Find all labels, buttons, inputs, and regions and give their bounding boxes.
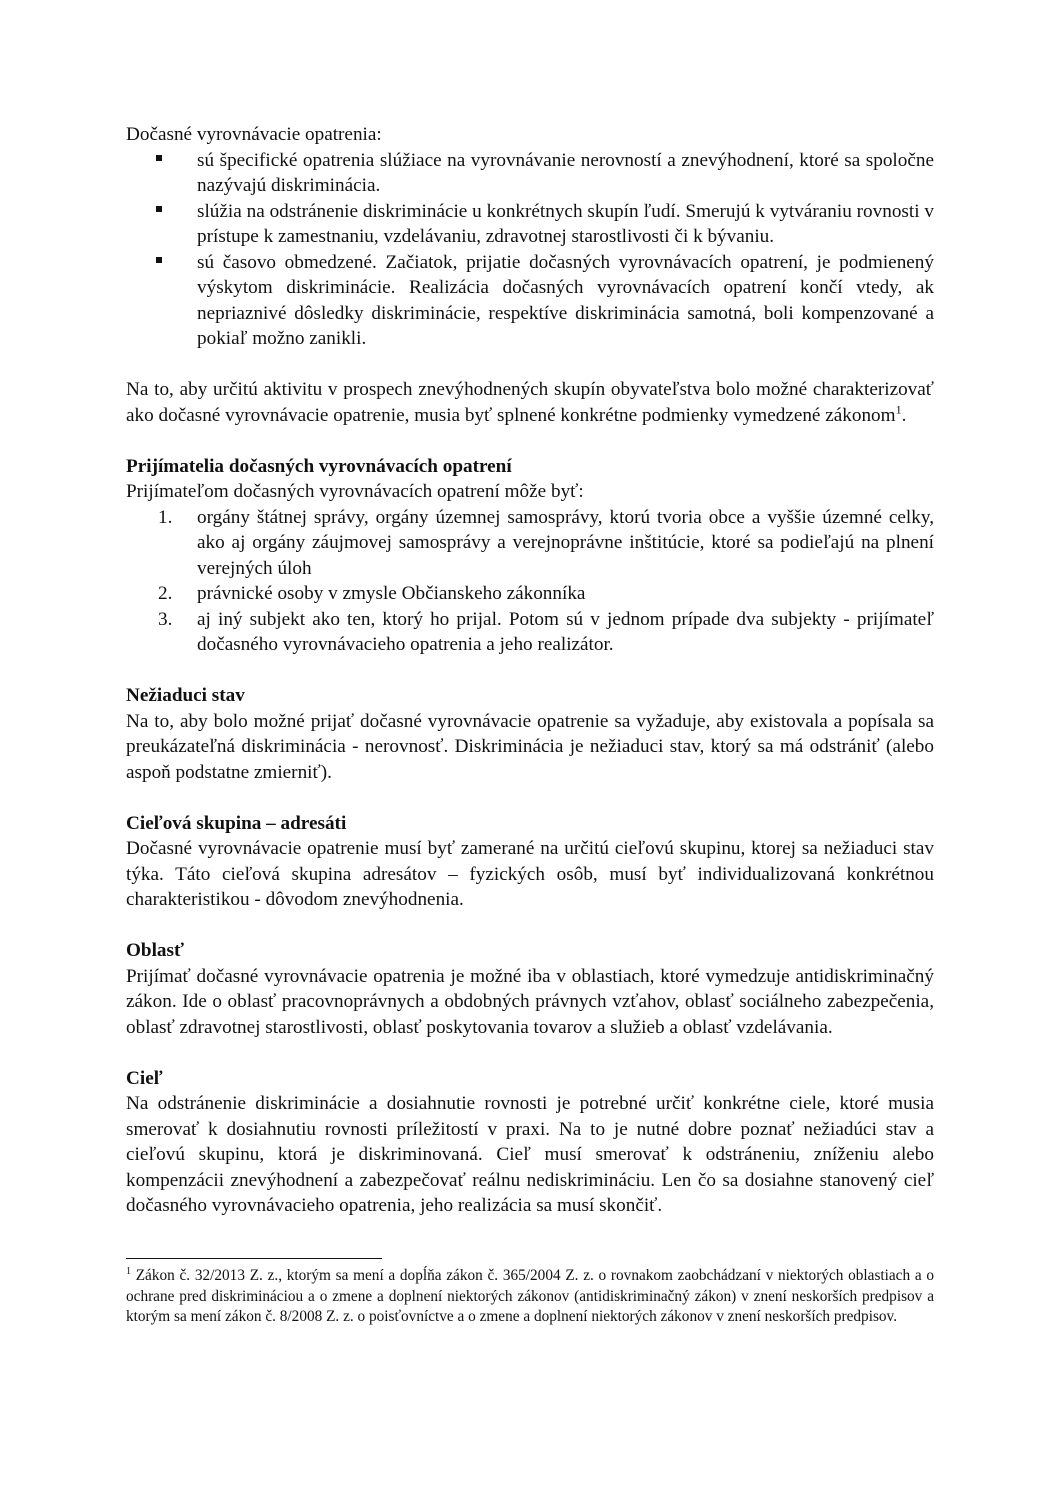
conditions-paragraph: [126, 377, 934, 428]
recipients-list: [126, 505, 934, 658]
intro-label: Dočasné vyrovnávacie opatrenia:: [126, 124, 382, 145]
footnote: [126, 1266, 934, 1328]
goal-heading: Cieľ: [126, 1067, 163, 1089]
bullet-icon: [156, 257, 162, 263]
list-item: [126, 505, 934, 582]
target-group-paragraph: Dočasné vyrovnávacie opatrenie musí byť zamerané na určitú cieľovú skupinu, ktorej sa nežiaduci stav týka. Táto cieľová skupina adresátov – fyzických osôb, musí byť individualizovaná konkrétnou charakteristikou - dôvodom znevýhodnenia.: [126, 838, 934, 910]
list-item: [126, 250, 934, 352]
list-item: [126, 148, 934, 199]
footnote-separator: [126, 1258, 382, 1259]
bullet-text: slúžia na odstránenie diskriminácie u konkrétnych skupín ľudí. Smerujú k vytváraniu rovnosti v prístupe k zamestnaniu, vzdelávaniu, zdravotnej starostlivosti či k bývaniu.: [197, 200, 934, 247]
footnote-reference[interactable]: 1: [895, 402, 902, 417]
document-body: [126, 122, 934, 1219]
area-paragraph: Prijímať dočasné vyrovnávacie opatrenia je možné iba v oblastiach, ktoré vymedzuje antidiskriminačný zákon. Ide o oblasť pracovnoprávnych a obdobných právnych vzťahov, oblasť sociálneho zabezpečenia, oblasť zdravotnej starostlivosti, oblasť poskytovania tovarov a služieb a oblasť vzdelávania.: [126, 965, 934, 1038]
footnote-number: 1: [126, 1265, 131, 1277]
list-item-text: orgány štátnej správy, orgány územnej samosprávy, ktorú tvoria obce a vyššie územné celky, ako aj orgány záujmovej samosprávy a verejnoprávne inštitúcie, ktoré sa podieľajú na plnení verejných úloh: [197, 506, 934, 579]
target-group-heading: Cieľová skupina – adresáti: [126, 812, 347, 834]
intro-bullet-list: [126, 148, 934, 352]
list-number: 3.: [158, 608, 173, 630]
undesired-state-paragraph: Na to, aby bolo možné prijať dočasné vyrovnávacie opatrenie sa vyžaduje, aby existovala a popísala sa preukázateľná diskriminácia - nerovnosť. Diskriminácia je nežiaduci stav, ktorý sa má odstrániť (alebo aspoň podstatne zmierniť).: [126, 710, 934, 783]
area-heading: Oblasť: [126, 940, 184, 961]
list-item: [126, 199, 934, 250]
list-item: [126, 581, 934, 607]
list-number: 2.: [158, 583, 173, 604]
conditions-tail: .: [901, 404, 907, 426]
list-item: [126, 607, 934, 658]
footnote-text: Zákon č. 32/2013 Z. z., ktorým sa mení a dopĺňa zákon č. 365/2004 Z. z. o rovnakom zaobchádzaní v niektorých oblastiach a o ochrane pred diskrimináciou a o zmene a doplnení niektorých zákonov (antidiskriminačný zákon) v znení neskorších predpisov a ktorým sa mení zákon č. 8/2008 Z. z. o poisťovníctve a o zmene a doplnení niektorých zákonov v znení neskorších predpisov.: [126, 1267, 934, 1325]
bullet-icon: [156, 155, 162, 161]
conditions-text: Na to, aby určitú aktivitu v prospech znevýhodnených skupín obyvateľstva bolo možné charakterizovať ako dočasné vyrovnávacie opatrenie, musia byť splnené konkrétne podmienky vymedzené zákonom: [126, 379, 934, 426]
bullet-text: sú časovo obmedzené. Začiatok, prijatie dočasných vyrovnávacích opatrení, je podmienený výskytom diskriminácie. Realizácia dočasných vyrovnávacích opatrení končí vtedy, ak nepriaznivé dôsledky diskriminácie, respektíve diskriminácia samotná, boli kompenzované a pokiaľ možno zanikli.: [197, 251, 934, 349]
recipients-heading: Prijímatelia dočasných vyrovnávacích opatrení: [126, 455, 512, 477]
bullet-icon: [156, 206, 162, 212]
list-item-text: aj iný subjekt ako ten, ktorý ho prijal. Potom sú v jednom prípade dva subjekty - prijímateľ dočasného vyrovnávacieho opatrenia a jeho realizátor.: [197, 608, 934, 655]
list-number: 1.: [158, 506, 173, 528]
list-item-text: právnické osoby v zmysle Občianskeho zákonníka: [197, 583, 586, 604]
recipients-lead: Prijímateľom dočasných vyrovnávacích opatrení môže byť:: [126, 481, 584, 502]
goal-paragraph: Na odstránenie diskriminácie a dosiahnutie rovnosti je potrebné určiť konkrétne ciele, ktoré musia smerovať k dosiahnutiu rovnosti príležitostí v praxi. Na to je nutné dobre poznať nežiadúci stav a cieľovú skupinu, ktorá je diskriminovaná. Cieľ musí smerovať k odstráneniu, zníženiu alebo kompenzácii znevýhodnení a zabezpečovať reálnu nediskrimináciu. Len čo sa dosiahne stanovený cieľ dočasného vyrovnávacieho opatrenia, jeho realizácia sa musí skončiť.: [126, 1093, 934, 1216]
undesired-state-heading: Nežiaduci stav: [126, 685, 245, 706]
bullet-text: sú špecifické opatrenia slúžiace na vyrovnávanie nerovností a znevýhodnení, ktoré sa spoločne nazývajú diskriminácia.: [197, 149, 934, 196]
